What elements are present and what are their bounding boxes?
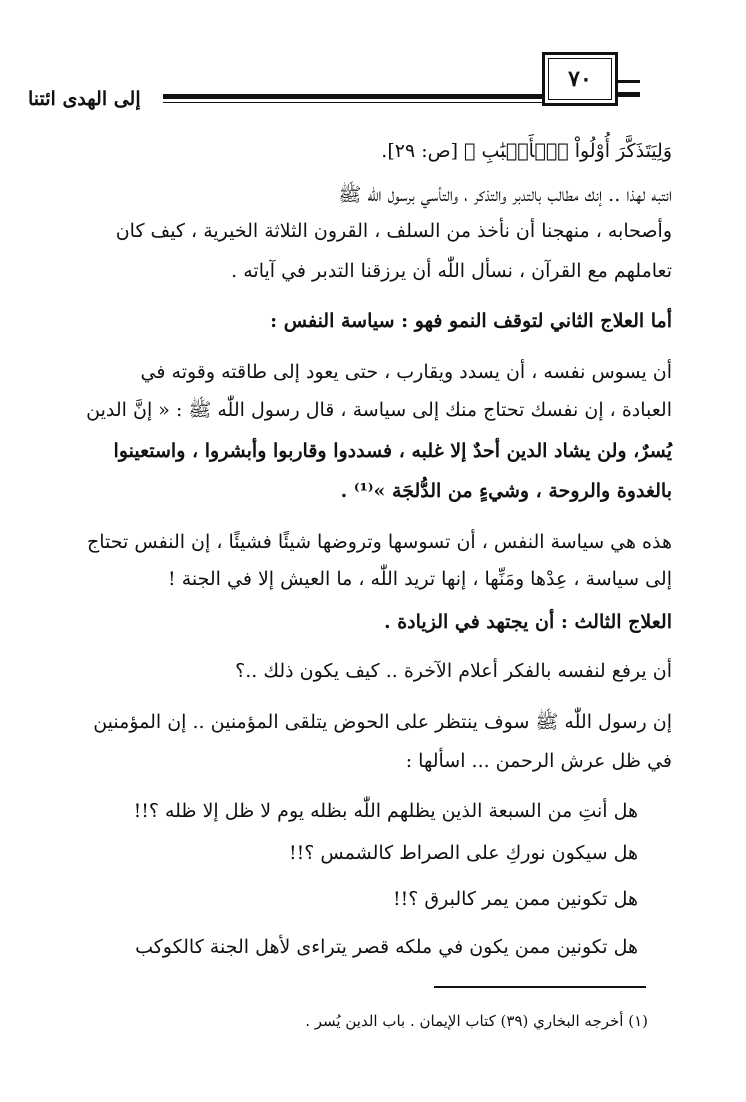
para4-line1: إن رسول اللّٰه ﷺ سوف ينتظر على الحوض يتلقى المؤمنين .. إن المؤمنين (93, 711, 672, 733)
question-2: هل سيكون نوركِ على الصراط كالشمس ؟!! (289, 842, 638, 864)
para3-line1: هذه هي سياسة النفس ، أن تسوسها وتروضها شيئًا فشيئًا ، إن النفس تحتاج (87, 531, 672, 553)
para2-line2: العبادة ، إن نفسك تحتاج منك إلى سياسة ، قال رسول اللّٰه ﷺ : « إنَّ الدين (86, 399, 672, 421)
page-number-box (542, 52, 618, 106)
para2-line3: يُسرٌ، ولن يشاد الدين أحدٌ إلا غلبه ، فسددوا وقاربوا وأبشروا ، واستعينوا (113, 440, 672, 462)
page-header (28, 52, 640, 112)
question-4: هل تكونين ممن يكون في ملكه قصر يتراءى لأهل الجنة كالكوكب (135, 936, 638, 958)
para3-line2: إلى سياسة ، عِدْها ومَنِّها ، إنها تريد اللّٰه ، ما العيش إلا في الجنة ! (168, 568, 672, 590)
para4-line2: في ظل عرش الرحمن ... اسألها : (405, 750, 672, 772)
footnote: (١) أخرجه البخاري (٣٩) كتاب الإيمان . باب الدين يُسر . (305, 1012, 648, 1030)
page-number: ٧٠ (568, 66, 592, 92)
heading-third-remedy: العلاج الثالث : أن يجتهد في الزيادة . (383, 611, 672, 633)
verse-line: وَلِيَتَذَكَّرَ أُوْلُواْ ٱلۡأَلۡبَٰبِ ﴾ [ص: ٢٩]. (381, 140, 672, 162)
para2-line1: أن يسوس نفسه ، أن يسدد ويقارب ، حتى يعود إلى طاقته وقوته في (140, 361, 672, 383)
footnote-rule (434, 986, 646, 988)
raise-line: أن يرفع لنفسه بالفكر أعلام الآخرة .. كيف يكون ذلك ..؟ (235, 660, 672, 682)
para1-line1: انتبه لهذا .. إنك مطالب بالتدبر والتذكر ، والتأسي برسول اللّٰه ﷺ (338, 184, 672, 206)
question-1: هل أنتِ من السبعة الذين يظلهم اللّٰه بظله يوم لا ظل إلا ظله ؟!! (133, 800, 638, 822)
para1-line2: وأصحابه ، منهجنا أن نأخذ من السلف ، القرون الثلاثة الخيرية ، كيف كان (115, 220, 672, 242)
header-rule (163, 94, 573, 99)
para1-line3: تعاملهم مع القرآن ، نسأل اللّٰه أن يرزقنا التدبر في آياته . (231, 260, 672, 282)
question-3: هل تكونين ممن يمر كالبرق ؟!! (392, 888, 638, 910)
running-title: إلى الهدى ائتنا (28, 88, 141, 110)
heading-second-remedy: أما العلاج الثاني لتوقف النمو فهو : سياسة النفس : (270, 310, 672, 332)
para2-line4: بالغدوة والروحة ، وشيءٍ من الدُّلجَة »⁽¹⁾ . (340, 480, 672, 502)
header-rule-thin (163, 102, 573, 103)
